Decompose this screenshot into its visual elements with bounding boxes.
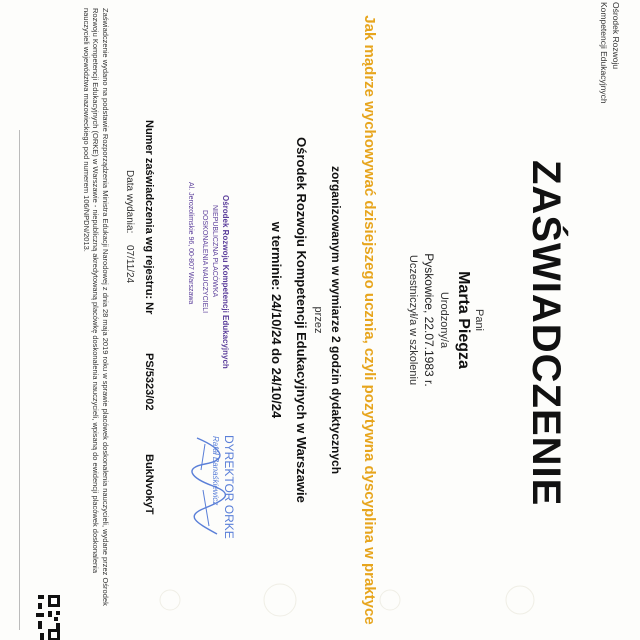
director-name: Rafał Banaśkiewicz (211, 436, 220, 506)
stamp-line1: Ośrodek Rozwoju Kompetencji Edukacyjnych (221, 195, 230, 369)
institution-stamp (170, 170, 240, 370)
by-label: przez (312, 306, 324, 334)
organizer-name: Ośrodek Rozwoju Kompetencji Edukacyjnych w Warszawie (294, 137, 309, 503)
born-place-date: Pyskowice, 22.07.1983 r. (422, 253, 436, 387)
bottom-divider (19, 130, 20, 630)
registry-label: Numer zaświadczenia wg rejestru: Nr (143, 120, 155, 315)
course-title: Jak mądrze wychowywać dzisiejszego ucznia, czyli pozytywna dyscyplina w praktyce (361, 15, 378, 625)
org-name-line1: Ośrodek Rozwoju (611, 2, 621, 70)
course-term: w terminie: 24/10/24 do 24/10/24 (269, 221, 284, 419)
org-name (598, 2, 622, 104)
legal-footer: Zaświadczenie wydano na podstawie Rozporządzenia Ministra Edukacji Narodowej z dnia 28 maja 2019 roku w sprawie placówek doskonalenia nauczycieli, wydane przez Ośrodek Rozwoju Kompetencji Edukacyjnych (ORKE) w Warszawie - niepubliczną akredytowaną placówkę doskonalenia nauczycieli, wpisaną do ewidencji placówek doskonalenia nauczycieli województwa mazowieckiego pod numerem 106/NPDN/2013. (82, 8, 110, 606)
stamp-line3: DOSKONALENIA NAUCZYCIELI (201, 210, 208, 314)
orke-logo (594, 0, 640, 120)
certificate-title: ZAŚWIADCZENIE (524, 160, 568, 507)
for-label: Pani (473, 308, 485, 332)
issued-date: 07/11/24 (124, 245, 135, 284)
recipient-name: Marta Piegza (455, 271, 472, 369)
registry-code: BukNvokyT (143, 454, 155, 515)
organized-text: zorganizowanym w wymiarze 2 godzin dydaktycznych (329, 165, 343, 475)
issued-label: Data wydania: (124, 170, 135, 234)
registry-number: PS/5323/02 (143, 353, 155, 411)
org-name-line2: Kompetencji Edukacyjnych (599, 2, 609, 104)
director-title: DYREKTOR ORKE (222, 435, 236, 539)
born-label: Urodzony/a (438, 291, 450, 349)
qr-code (20, 595, 60, 640)
stamp-line4: Al. Jerozolimskie 96, 00-807 Warszawa (187, 182, 194, 305)
participant-label: Uczestniczył/a w szkoleniu (407, 254, 419, 386)
stamp-line2: NIEPUBLICZNA PLACÓWKA (211, 205, 218, 298)
